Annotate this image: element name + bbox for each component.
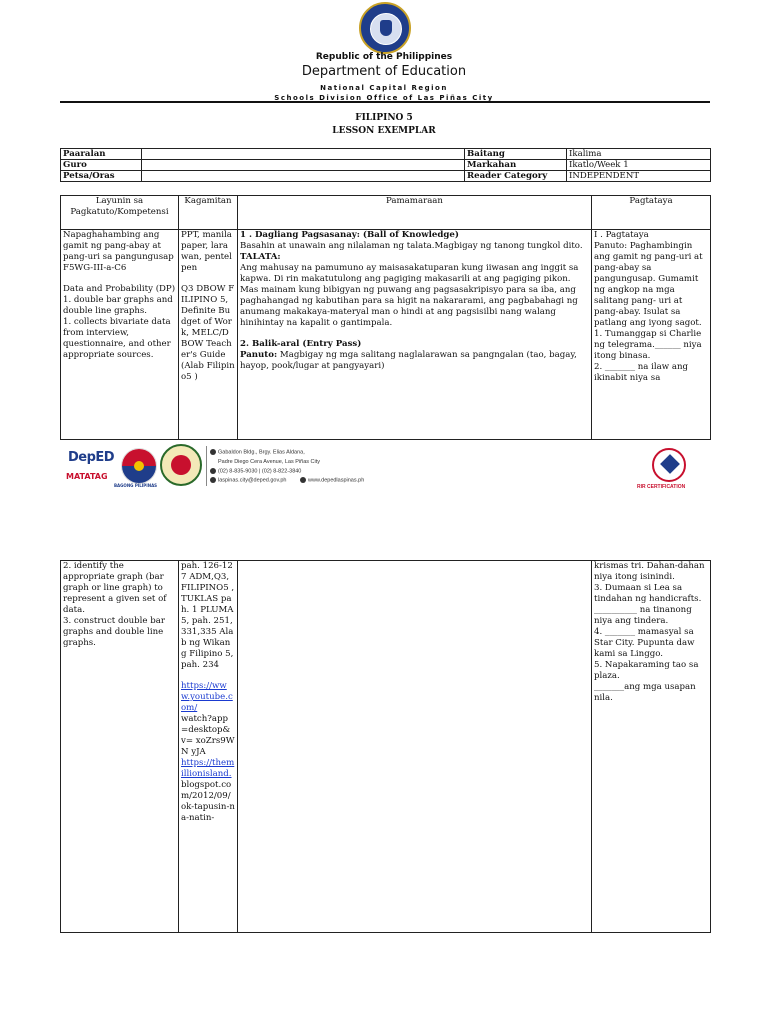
phone-icon — [210, 468, 216, 474]
pamamaraan-panuto — [240, 350, 589, 372]
kagamitan-text: watch?app =desktop& v= xoZrs9WN yJA — [181, 714, 235, 757]
layunin-text: 1. double bar graphs and double line graphs. — [63, 295, 173, 316]
info-label: Reader Category — [465, 171, 567, 182]
footer-website — [300, 477, 364, 483]
info-value — [142, 160, 465, 171]
lesson-table-page1 — [60, 195, 711, 440]
location-icon — [210, 449, 216, 455]
division-seal-logo — [160, 444, 202, 486]
doc-title: FILIPINO 5 — [355, 113, 413, 123]
layunin-text: Napaghahambing ang gamit ng pang-abay at pang-uri sa pangungusap — [63, 230, 174, 262]
pagtataya-text: 2. _______ na ilaw ang ikinabit niya sa — [594, 362, 688, 383]
info-table — [60, 148, 711, 182]
pamamaraan-talata-label: TALATA: — [240, 252, 281, 262]
doc-subtitle: LESSON EXEMPLAR — [332, 126, 436, 136]
layunin-text: 1. collects bivariate data from interview, questionnaire, and other appropriate sources. — [63, 317, 171, 360]
footer-email-text: laspinas.city@deped.gov.ph — [218, 477, 287, 484]
pamamaraan-text: Basahin at unawain ang nilalaman ng talata.Magbigay ng tanong tungkol dito. — [240, 241, 583, 251]
pamamaraan-cell — [238, 561, 592, 933]
footer-phone — [210, 468, 301, 474]
deped-seal-logo — [359, 2, 411, 54]
layunin-text: Data and Probability (DP) — [63, 284, 176, 294]
lesson-table-page2 — [60, 560, 711, 933]
kagamitan-cell — [179, 561, 238, 933]
footer-address — [210, 449, 305, 455]
info-label: Paaralan — [61, 149, 142, 160]
pagtataya-cell — [592, 561, 711, 933]
pamamaraan-talata: Ang mahusay na pamumuno ay maisasakatuparan kung iiwasan ang inggit sa kapwa. Di rin makatutulong ang pagiging makasarili at ang pagiging pikon. Mas mainam kung bibigyan ng puwang ang pagsasakripisyo para sa iba, ang paghahangad ng kabutihan para sa higit na nakararami, ang pagbabahagi ng anumang makakaya-materyal man o hindi at ang pagsisilbi nang walang hinihintay na kapalit o gantimpala. — [240, 263, 579, 328]
info-label: Guro — [61, 160, 142, 171]
kagamitan-text: blogspot.com/2012/09/ ok-tapusin-na-natin- — [181, 780, 235, 823]
pagtataya-text: 4. _______ mamasyal sa Star City. Pupunta daw kami sa Linggo. — [594, 627, 695, 659]
pagtataya-text: _______ang mga usapan nila. — [594, 682, 696, 703]
header-rule — [60, 101, 710, 103]
pagtataya-text: 5. Napakaraming tao sa plaza. — [594, 660, 699, 681]
header-region: National Capital Region — [320, 84, 448, 92]
rir-certification-text: RIR CERTIFICATION — [637, 484, 686, 490]
info-value — [142, 171, 465, 182]
bagong-pilipinas-logo — [121, 448, 157, 484]
kagamitan-text: PPT, manila paper, larawan, pentel pen — [181, 230, 232, 273]
kagamitan-cell — [179, 230, 238, 440]
layunin-cell — [61, 230, 179, 440]
pagtataya-text: Panuto: Paghambingin ang gamit ng pang-uri at pang-abay sa pangungusap. Gumamit ng angkop na mga salitang pang- uri at pang-abay. Isulat sa patlang ang iyong sagot. — [594, 241, 703, 328]
pagtataya-text: 3. Dumaan si Lea sa tindahan ng handicrafts. __________ na tinanong niya ang tindera. — [594, 583, 702, 626]
info-value: Ikalima — [567, 149, 711, 160]
panuto-text: Magbigay ng mga salitang naglalarawan sa pangngalan (tao, bagay, hayop, pook/lugar at pangyayari) — [240, 350, 577, 371]
col-header-layunin: Layunin sa Pagkatuto/Kompetensi — [61, 196, 179, 230]
layunin-text: 2. identify the appropriate graph (bar graph or line graph) to represent a given set of data. — [63, 561, 167, 615]
layunin-text: 3. construct double bar graphs and double line graphs. — [63, 616, 165, 648]
layunin-cell — [61, 561, 179, 933]
info-label: Markahan — [465, 160, 567, 171]
header-department: Department of Education — [301, 64, 467, 79]
pamamaraan-heading: 2. Balik-aral (Entry Pass) — [240, 339, 362, 349]
footer-email — [210, 477, 286, 483]
kagamitan-text: Q3 DBOW FILIPINO 5, Definite Budget of Work, MELC/DBOW Teacher's Guide (Alab Filipino5 ) — [181, 284, 235, 382]
footer-divider — [206, 446, 207, 486]
info-value — [142, 149, 465, 160]
footer-address-line2: Padre Diego Cera Avenue, Las Piñas City — [218, 459, 321, 465]
info-value: Ikatlo/Week 1 — [567, 160, 711, 171]
pagtataya-text: I . Pagtataya — [594, 230, 649, 240]
layunin-code: F5WG-III-a-C6 — [63, 263, 127, 273]
pamamaraan-cell — [238, 230, 592, 440]
rir-certification-logo — [652, 448, 686, 482]
footer-website-text: www.depedlaspinas.ph — [308, 477, 365, 484]
col-header-kagamitan: Kagamitan — [179, 196, 238, 230]
deped-logo: DepED — [68, 450, 115, 465]
matatag-logo: MATATAG — [66, 472, 108, 481]
bagong-pilipinas-text: BAGONG PILIPINAS — [114, 483, 158, 488]
info-label: Petsa/Oras — [61, 171, 142, 182]
youtube-link[interactable]: https://www.youtube.com/ — [181, 681, 233, 713]
globe-icon — [300, 477, 306, 483]
col-header-pamamaraan: Pamamaraan — [238, 196, 592, 230]
footer-phone-text: (02) 8-835-9030 | (02) 8-822-3840 — [218, 468, 302, 475]
pagtataya-text: 1. Tumanggap si Charlie ng telegrama.______ niya itong binasa. — [594, 329, 702, 361]
panuto-label: Panuto: — [240, 350, 278, 360]
col-header-pagtataya: Pagtataya — [592, 196, 711, 230]
header-republic: Republic of the Philippines — [315, 52, 453, 62]
pagtataya-cell — [592, 230, 711, 440]
info-label: Baitang — [465, 149, 567, 160]
footer-address-line: Gabaldon Bldg., Brgy. Elias Aldana, — [218, 449, 305, 456]
info-value: INDEPENDENT — [567, 171, 711, 182]
blog-link[interactable]: https://themillionisland. — [181, 758, 235, 779]
pagtataya-text: krismas tri. Dahan-dahan niya itong isinindi. — [594, 561, 705, 582]
kagamitan-text: pah. 126-127 ADM,Q3, FILIPINO5 , TUKLAS pah. 1 PLUMA 5, pah. 251, 331,335 Alab ng Wikang Filipino 5, pah. 234 — [181, 561, 235, 670]
header-division: Schools Division Office of Las Piñas City — [274, 94, 494, 102]
email-icon — [210, 477, 216, 483]
pamamaraan-heading: 1 . Dagliang Pagsasanay: (Ball of Knowledge) — [240, 230, 459, 240]
